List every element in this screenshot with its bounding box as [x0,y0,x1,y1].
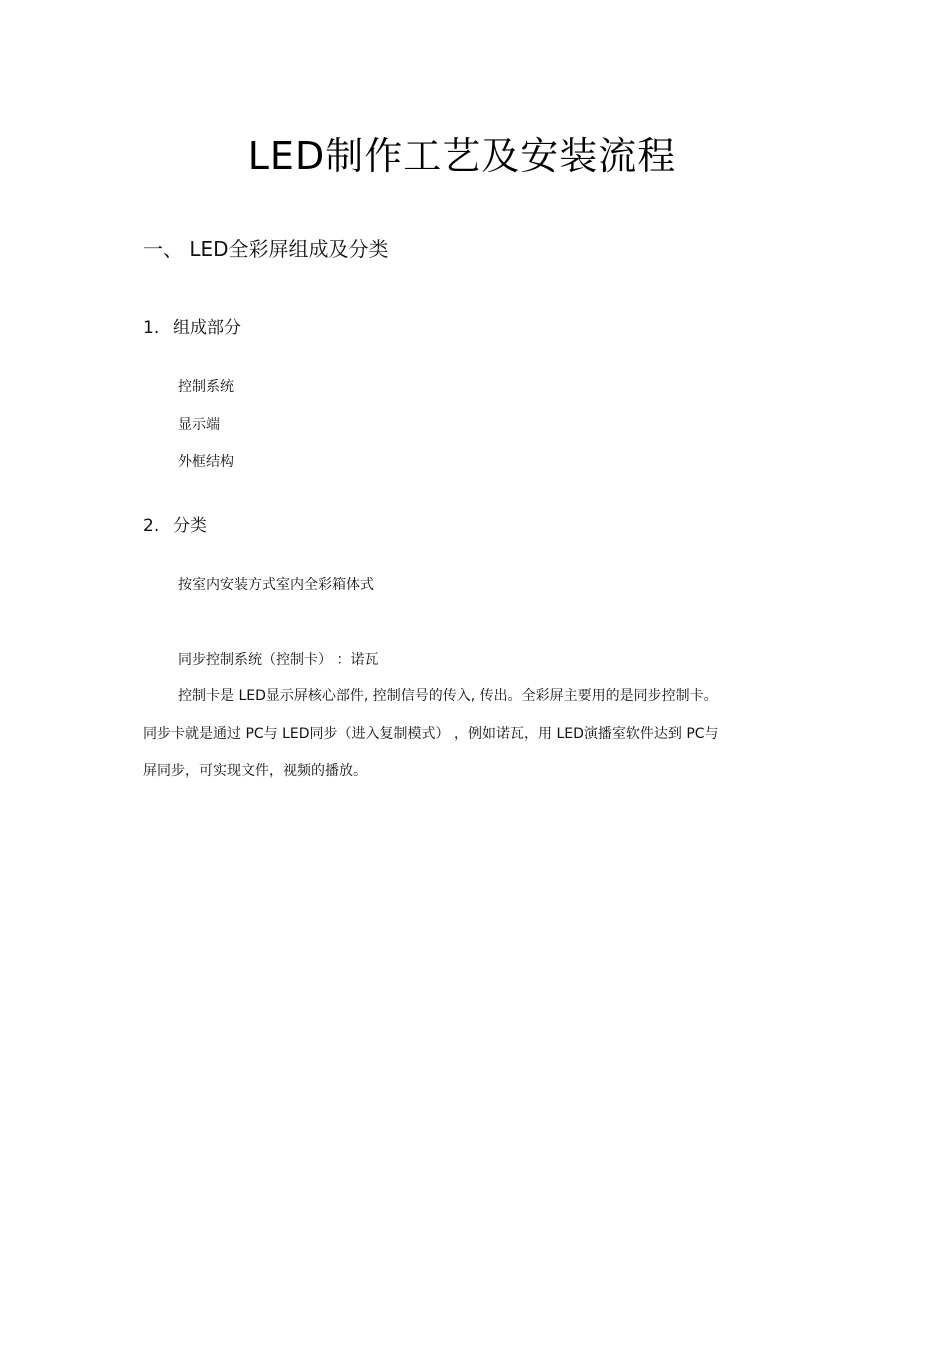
paragraph-line: 屏同步，可实现文件，视频的播放。 [143,763,367,779]
list-item-control-system: 控制系统 [178,379,234,395]
subsection-title: 组成部分 [173,318,241,338]
section-heading-composition-and-classification: 一、 LED全彩屏组成及分类 [143,237,389,261]
subsection-title: 分类 [173,516,207,536]
document-title: LED制作工艺及安装流程 [247,134,677,178]
subsection-number: 2. [143,516,160,536]
paragraph-line: 同步卡就是通过 PC与 LED同步（进入复制模式） ，例如诺瓦，用 LED演播室软件达到 PC与 [143,726,719,742]
classification-line: 按室内安装方式室内全彩箱体式 [178,577,374,593]
subsection-heading-components [143,316,241,340]
list-item-display-end: 显示端 [178,417,220,433]
sync-control-line: 同步控制系统（控制卡） ：诺瓦 [178,652,379,668]
list-item-frame-structure: 外框结构 [178,454,234,470]
subsection-number: 1. [143,318,160,338]
paragraph-line: 控制卡是 LED显示屏核心部件, 控制信号的传入, 传出。全彩屏主要用的是同步控制卡。 [178,688,718,704]
subsection-heading-classification [143,514,207,538]
